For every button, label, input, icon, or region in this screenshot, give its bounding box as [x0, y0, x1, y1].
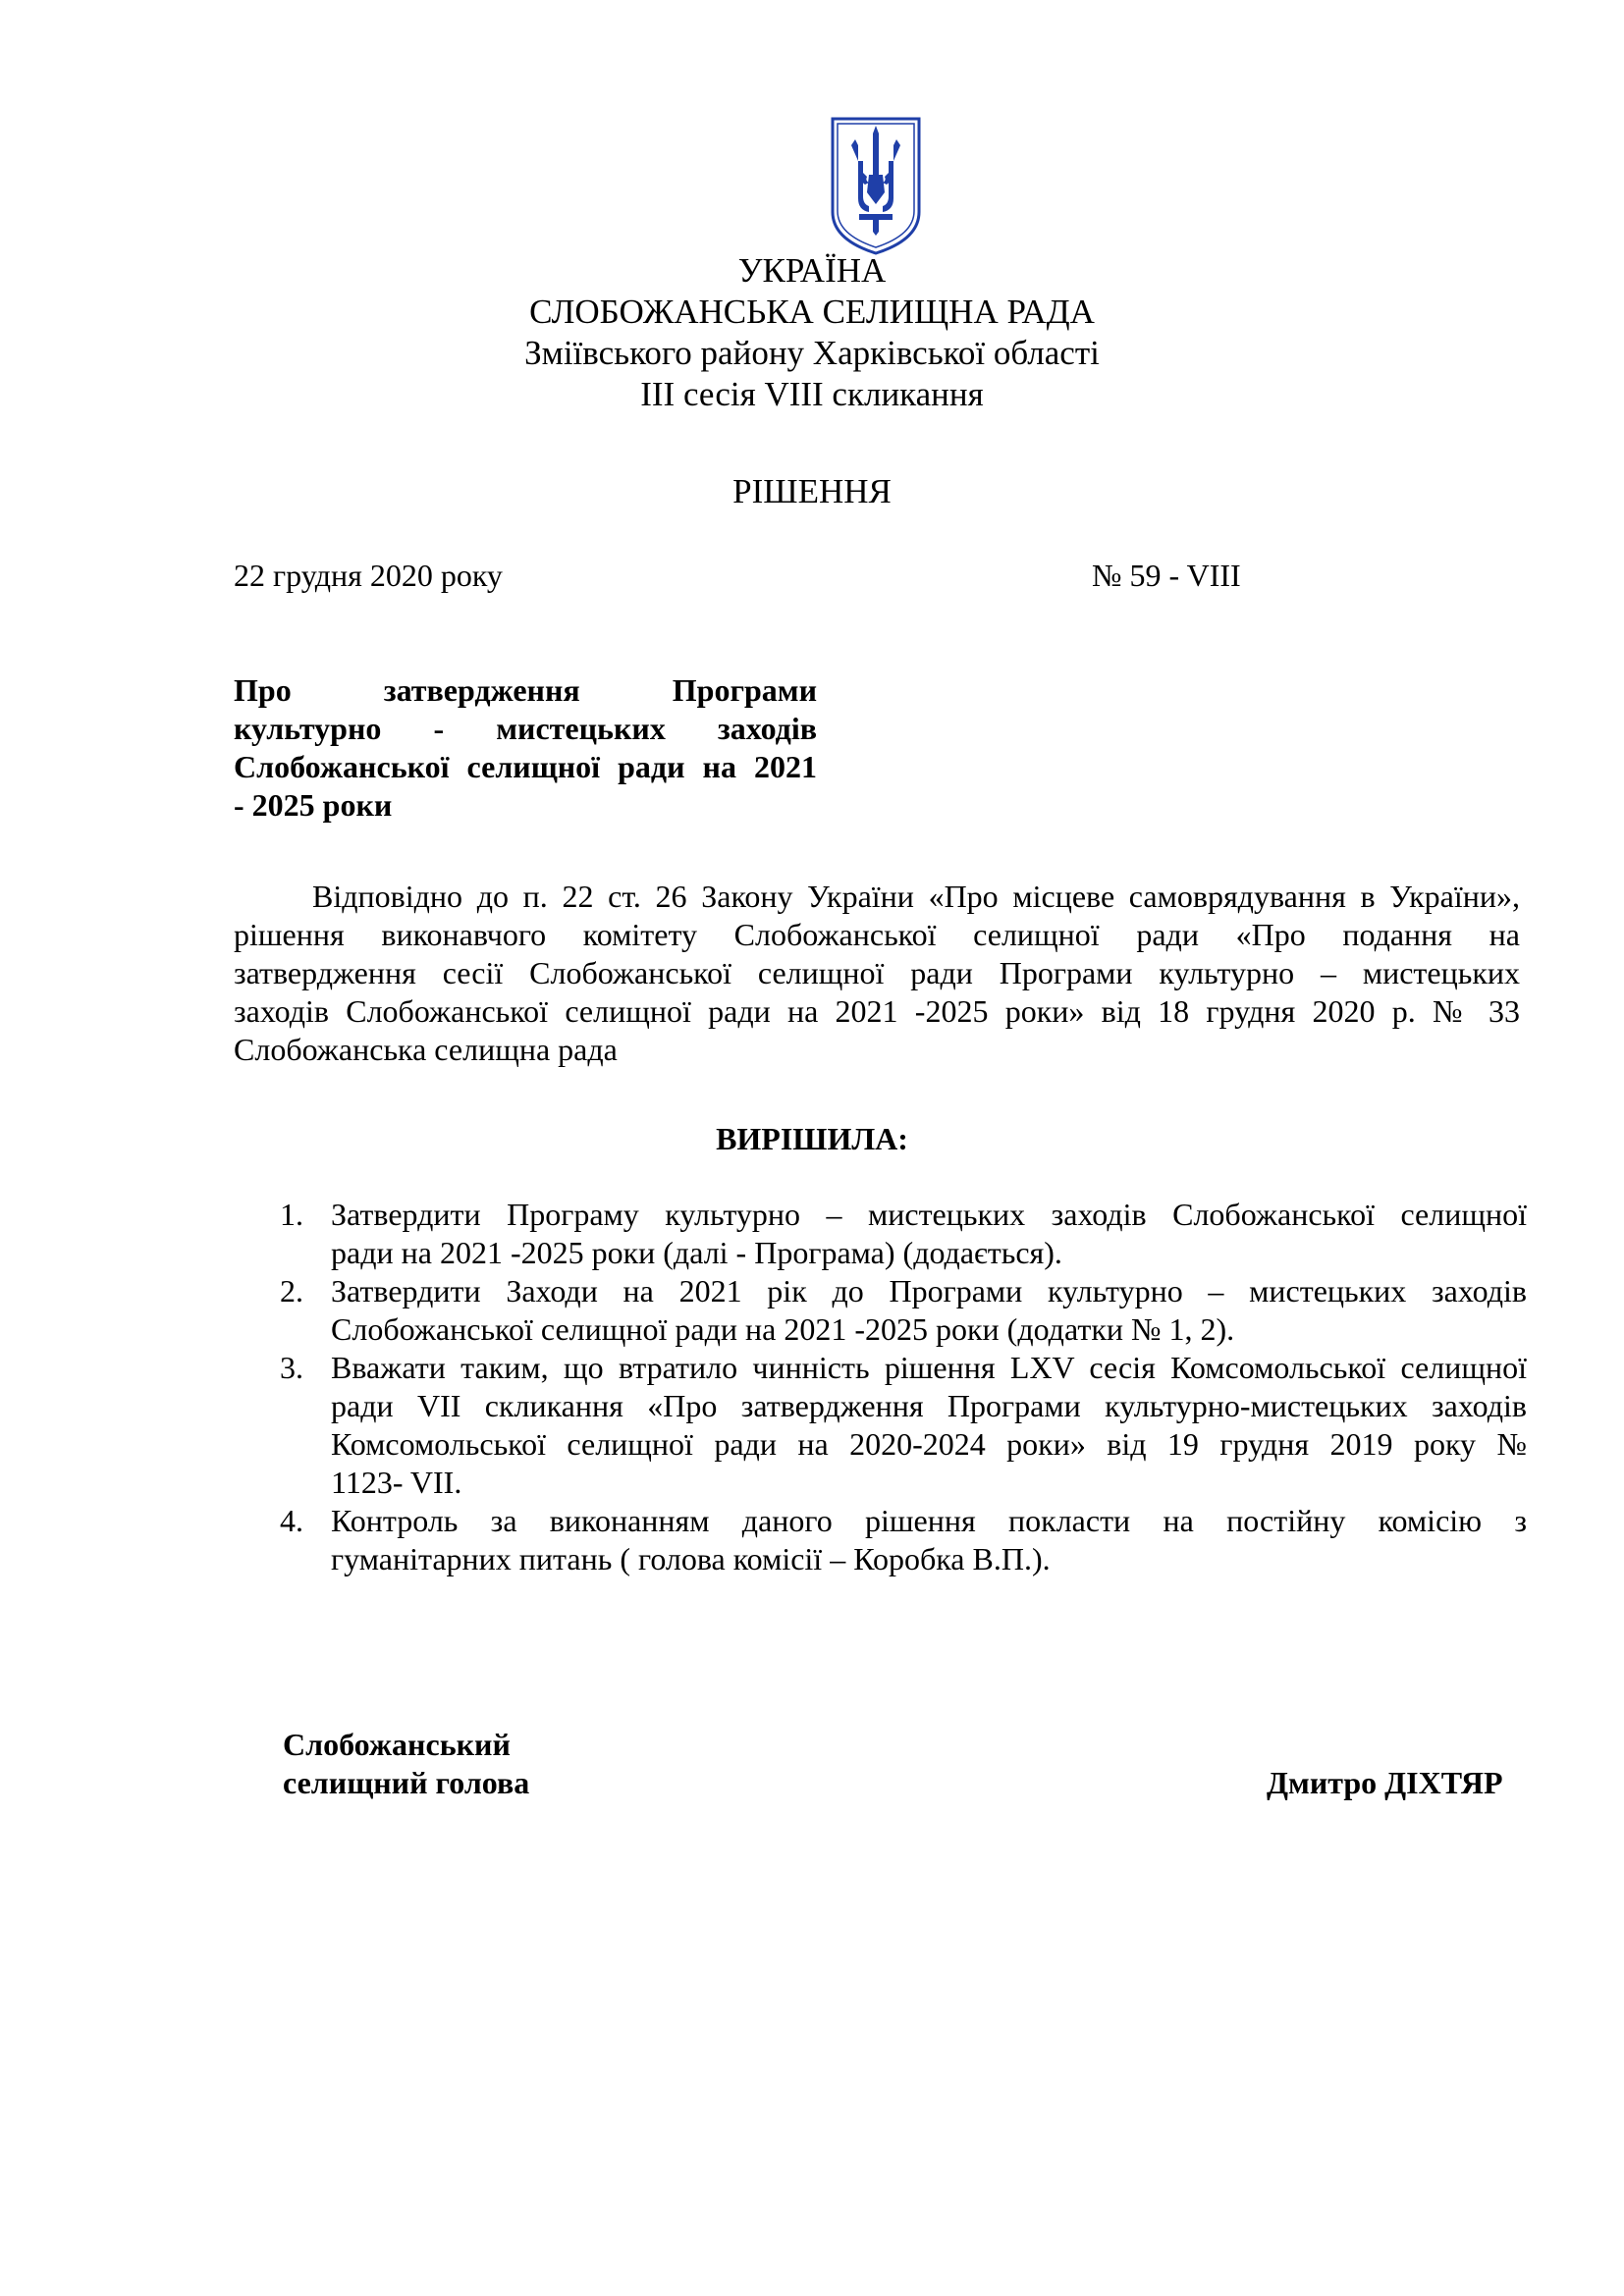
trident-coat-of-arms-icon [830, 116, 922, 256]
decision-title: РІШЕННЯ [732, 472, 892, 510]
district-name: Зміївського району Харківської області [524, 334, 1100, 372]
item-number: 2. [280, 1273, 303, 1308]
preamble-line: рішення виконавчого комітету Слобожанської селищної ради «Про подання на [234, 917, 1520, 952]
decision-number: № 59 - VIII [1092, 558, 1241, 593]
list-item [280, 1349, 1527, 1502]
position-line: Слобожанський [283, 1727, 511, 1762]
item-line: Вважати таким, що втратило чинність рішення LXV сесія Комсомольської селищної [331, 1350, 1527, 1385]
decision-date: 22 грудня 2020 року [234, 558, 503, 593]
subject-line: Слобожанської селищної ради на 2021 [234, 749, 817, 784]
preamble-line: Слобожанська селищна рада [234, 1032, 618, 1067]
document-header [0, 250, 1624, 415]
signatory-name: Дмитро ДІХТЯР [1267, 1765, 1503, 1800]
list-item [280, 1502, 1527, 1578]
position-line: селищний голова [283, 1765, 530, 1800]
item-number: 1. [280, 1197, 303, 1232]
preamble-paragraph [234, 878, 1520, 1069]
list-item [280, 1272, 1527, 1349]
item-line: Затвердити Заходи на 2021 рік до Програми культурно – мистецьких заходів [331, 1273, 1527, 1308]
list-item [280, 1196, 1527, 1272]
preamble-line: заходів Слобожанської селищної ради на 2021 -2025 роки» від 18 грудня 2020 р. № 33 [234, 993, 1520, 1029]
item-line: гуманітарних питань ( голова комісії – Коробка В.П.). [331, 1541, 1051, 1576]
signatory-position [283, 1726, 529, 1802]
decision-subject [234, 671, 817, 825]
item-number: 3. [280, 1350, 303, 1385]
item-line: Затвердити Програму культурно – мистецьких заходів Слобожанської селищної [331, 1197, 1527, 1232]
item-line: ради на 2021 -2025 роки (далі - Програма) (додається). [331, 1235, 1062, 1270]
item-number: 4. [280, 1503, 303, 1538]
session-info: III сесія VIII скликання [640, 375, 984, 413]
council-name: СЛОБОЖАНСЬКА СЕЛИЩНА РАДА [529, 293, 1095, 331]
preamble-line: Відповідно до п. 22 ст. 26 Закону України «Про місцеве самоврядування в України», [312, 879, 1520, 914]
country-name: УКРАЇНА [737, 251, 887, 290]
subject-line: Про затвердження Програми [234, 672, 817, 708]
item-line: ради VII скликання «Про затвердження Програми культурно-мистецьких заходів [331, 1388, 1527, 1423]
item-line: 1123- VII. [331, 1465, 462, 1500]
item-line: Слобожанської селищної ради на 2021 -2025 роки (додатки № 1, 2). [331, 1311, 1235, 1347]
resolution-items-list [280, 1196, 1527, 1578]
resolved-heading: ВИРІШИЛА: [716, 1121, 908, 1156]
subject-line: - 2025 роки [234, 787, 393, 823]
subject-line: культурно - мистецьких заходів [234, 711, 817, 746]
item-line: Контроль за виконанням даного рішення покласти на постійну комісію з [331, 1503, 1527, 1538]
item-line: Комсомольської селищної ради на 2020-2024 роки» від 19 грудня 2019 року № [331, 1426, 1527, 1462]
preamble-line: затвердження сесії Слобожанської селищної ради Програми культурно – мистецьких [234, 955, 1520, 990]
